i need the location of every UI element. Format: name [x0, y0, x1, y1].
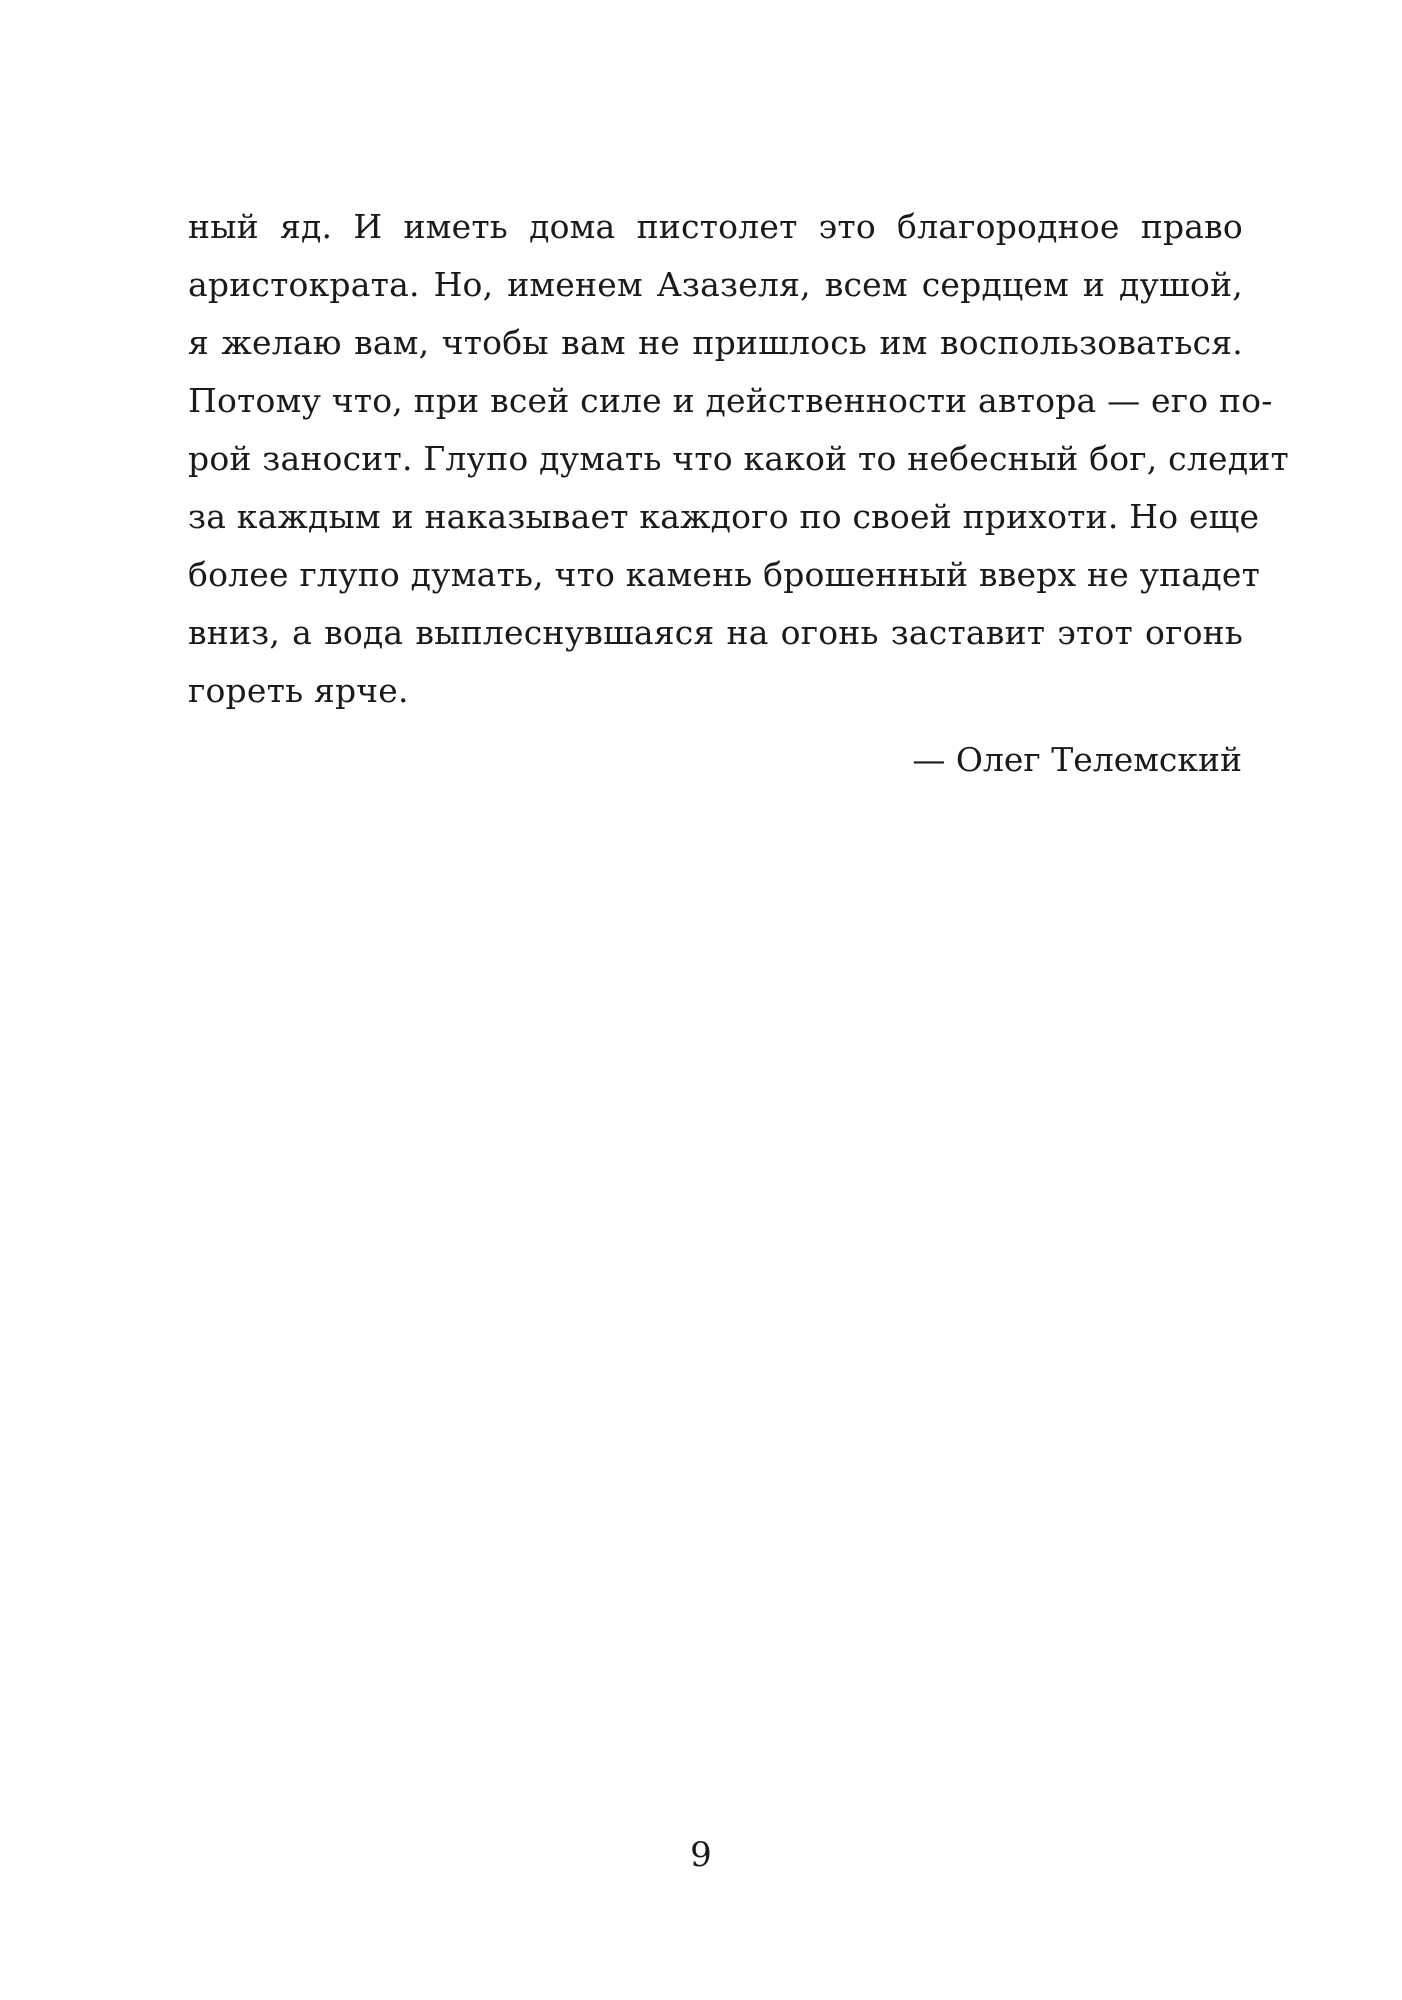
text-line: аристократа. Но, именем Азазеля, всем сердцем и душой, — [188, 265, 1243, 304]
body-text — [188, 198, 1289, 720]
text-line: более глупо думать, что камень брошенный вверх не упадет — [188, 555, 1261, 594]
quote-signature: — Олег Телемский — [912, 740, 1242, 779]
page-number: 9 — [690, 1835, 712, 1875]
text-line: за каждым и наказывает каждого по своей прихоти. Но еще — [188, 497, 1260, 536]
text-line: ный яд. И иметь дома пистолет это благородное право — [188, 207, 1243, 246]
text-line: я желаю вам, чтобы вам не пришлось им воспользоваться. — [188, 323, 1243, 362]
text-line: Потому что, при всей силе и действенности автора — его по- — [188, 381, 1273, 420]
text-line: гореть ярче. — [188, 671, 409, 710]
text-line: рой заносит. Глупо думать что какой то небесный бог, следит — [188, 439, 1289, 478]
text-line: вниз, а вода выплеснувшаяся на огонь заставит этот огонь — [188, 613, 1243, 652]
